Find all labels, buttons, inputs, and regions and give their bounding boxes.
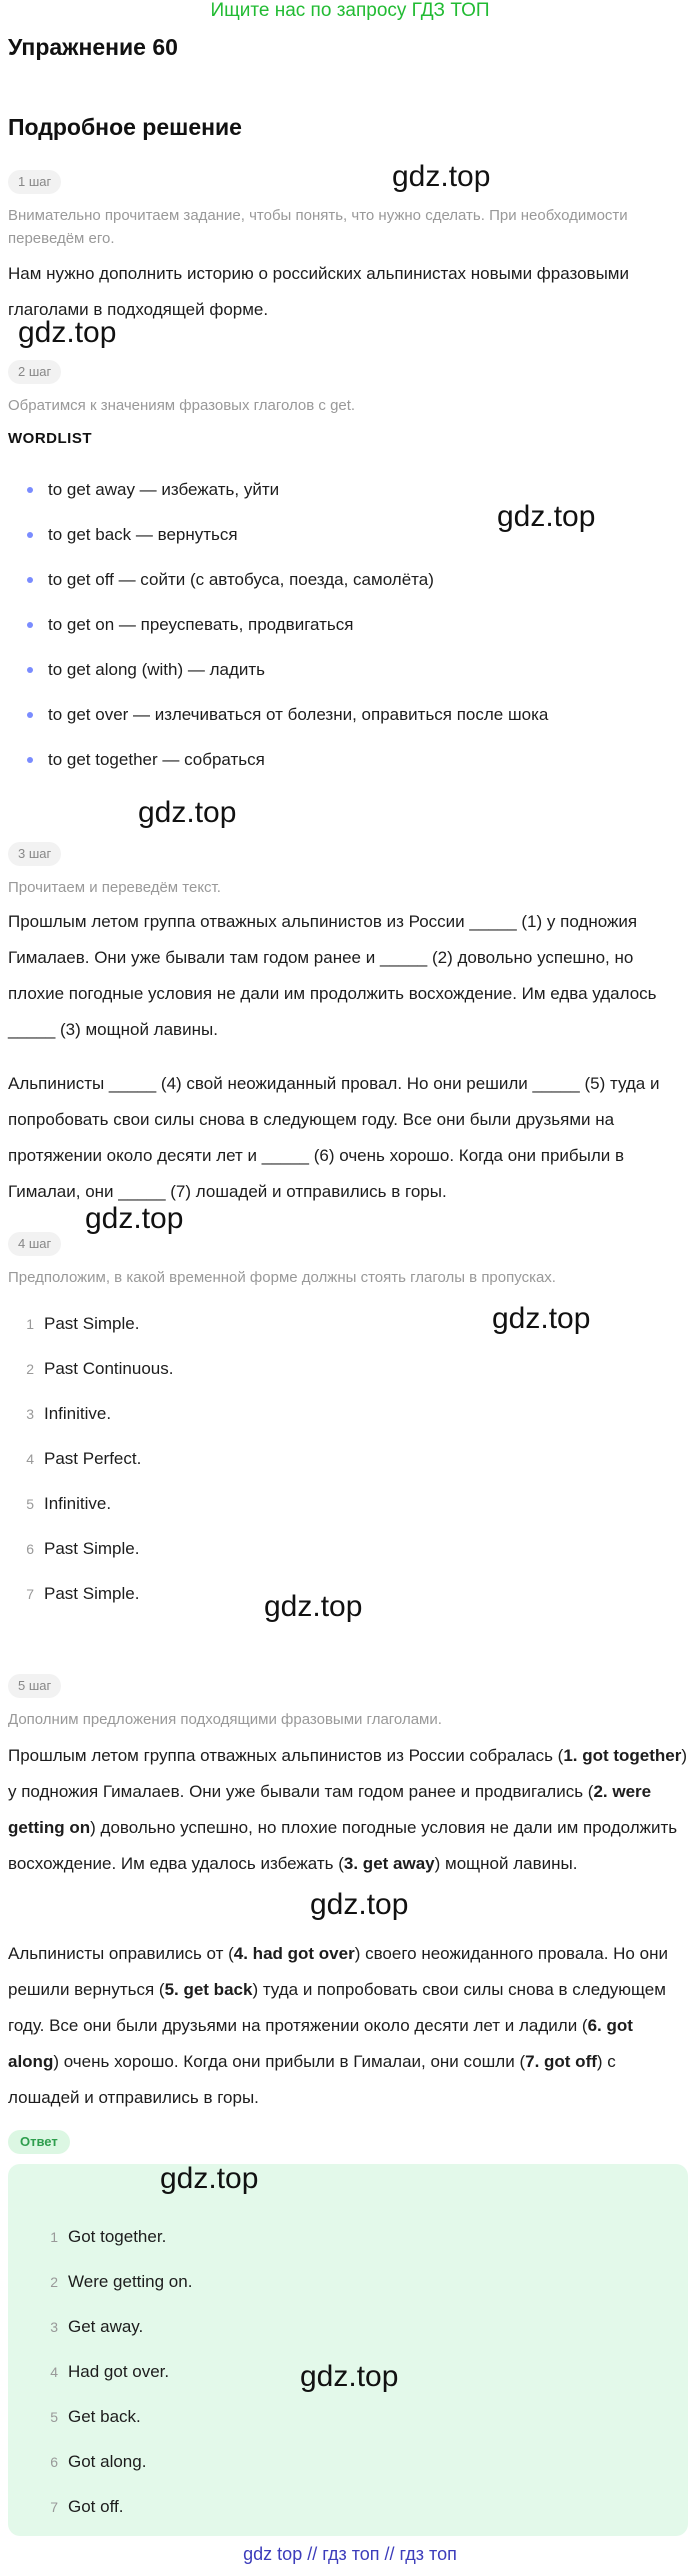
item-text: Past Perfect. (44, 1449, 142, 1468)
item-number: 4 (26, 1451, 34, 1467)
step-5-hint: Дополним предложения подходящими фразовыми глаголами. (8, 1711, 442, 1728)
wordlist-heading: WORDLIST (8, 430, 92, 447)
step-1-text: Нам нужно дополнить историю о российских альпинистах новыми фразовыми глаголами в подходящей форме. (8, 264, 629, 319)
item-text: Infinitive. (44, 1494, 112, 1513)
answer-text: Got along. (68, 2452, 147, 2471)
bullet-icon (27, 667, 33, 673)
page-title: Упражнение 60 (8, 34, 178, 60)
step-badge-3: 3 шаг (8, 842, 61, 866)
step-3-paragraph-2: Альпинисты _____ (4) свой неожиданный провал. Но они решили _____ (5) туда и попробовать свои силы снова в следующем году. Все они были друзьями на протяжении около десяти лет и _____ (6) очень хорошо. Когда они прибыли в Гималаи, они _____ (7) лошадей и отправились в горы. (8, 1074, 660, 1201)
text-run: Прошлым летом группа отважных альпинистов из России собралась ( (8, 1746, 564, 1765)
item-number: 5 (26, 1496, 34, 1512)
answer-badge: Ответ (8, 2130, 70, 2154)
item-number: 3 (26, 1406, 34, 1422)
wordlist-item-text: to get away — избежать, уйти (48, 480, 280, 499)
list-item (8, 2222, 700, 2267)
item-number: 5 (50, 2409, 58, 2425)
bullet-icon (27, 577, 33, 583)
wordlist-item-text: to get together — собраться (48, 750, 265, 769)
text-run: ) мощной лавины. (434, 1854, 578, 1873)
answer-text: Were getting on. (68, 2272, 193, 2291)
list-item (0, 1444, 700, 1489)
item-number: 1 (50, 2229, 58, 2245)
answer-text: Get away. (68, 2317, 144, 2336)
list-item (0, 1489, 700, 1534)
list-item (0, 700, 700, 745)
answer-highlight: 3. get away (343, 1854, 435, 1873)
list-item (8, 2312, 700, 2357)
answer-highlight: 6. got along (8, 2016, 633, 2071)
item-number: 1 (26, 1316, 34, 1332)
item-text: Past Simple. (44, 1539, 140, 1558)
list-item (0, 745, 700, 790)
item-number: 7 (50, 2499, 58, 2515)
wordlist-item-text: to get over — излечиваться от болезни, оправиться после шока (48, 705, 549, 724)
watermark: gdz.top (300, 2360, 399, 2393)
wordlist-item-text: to get off — сойти (с автобуса, поезда, самолёта) (48, 570, 434, 589)
watermark: gdz.top (85, 1202, 184, 1235)
text-run: ) с лошадей и отправились в горы. (8, 2052, 616, 2107)
text-run: Альпинисты оправились от ( (8, 1944, 234, 1963)
item-text: Past Continuous. (44, 1359, 174, 1378)
step-badge-4: 4 шаг (8, 1232, 61, 1256)
watermark: gdz.top (392, 160, 491, 193)
wordlist-item-text: to get back — вернуться (48, 525, 238, 544)
answer-highlight: 5. get back (164, 1980, 253, 1999)
tense-list (0, 1309, 700, 1624)
answer-highlight: 2. were getting on (8, 1782, 652, 1837)
list-item (8, 2492, 700, 2537)
watermark: gdz.top (160, 2162, 259, 2195)
step-badge-2: 2 шаг (8, 360, 61, 384)
text-run: ) очень хорошо. Когда они прибыли в Гималаи, они сошли ( (53, 2052, 526, 2071)
item-text: Past Simple. (44, 1314, 140, 1333)
step-4-hint: Предположим, в какой временной форме должны стоять глаголы в пропусках. (8, 1269, 556, 1286)
answer-box (8, 2164, 688, 2536)
footer-links[interactable]: gdz top // гдз топ // гдз топ (243, 2544, 457, 2564)
item-number: 6 (26, 1541, 34, 1557)
answer-highlight: 7. got off (525, 2052, 597, 2071)
item-text: Infinitive. (44, 1404, 112, 1423)
list-item (8, 2267, 700, 2312)
list-item (0, 655, 700, 700)
list-item (0, 1399, 700, 1444)
item-number: 4 (50, 2364, 58, 2380)
list-item (0, 565, 700, 610)
step-badge-1: 1 шаг (8, 170, 61, 194)
step-2-hint: Обратимся к значениям фразовых глаголов с get. (8, 397, 356, 414)
bullet-icon (27, 712, 33, 718)
answer-text: Get back. (68, 2407, 141, 2426)
step-3-paragraph-1: Прошлым летом группа отважных альпинистов из России _____ (1) у подножия Гималаев. Они уже бывали там годом ранее и _____ (2) довольно успешно, но плохие погодные условия не дали им продолжить восхождение. Им едва удалось _____ (3) мощной лавины. (8, 912, 657, 1039)
item-number: 2 (50, 2274, 58, 2290)
item-number: 7 (26, 1586, 34, 1602)
bullet-icon (27, 487, 33, 493)
bullet-icon (27, 532, 33, 538)
answer-highlight: 1. got together (563, 1746, 682, 1765)
text-run: ) у подножия Гималаев. Они уже бывали там годом ранее и продвигались ( (8, 1746, 688, 1801)
watermark: gdz.top (264, 1590, 363, 1623)
list-item (0, 1534, 700, 1579)
watermark: gdz.top (18, 316, 117, 349)
bullet-icon (27, 757, 33, 763)
search-banner: Ищите нас по запросу ГДЗ ТОП (210, 0, 490, 21)
watermark: gdz.top (492, 1302, 591, 1335)
step-badge-5: 5 шаг (8, 1674, 61, 1698)
step-5-paragraph-2 (8, 1936, 688, 2116)
list-item (0, 1354, 700, 1399)
answer-text: Had got over. (68, 2362, 170, 2381)
item-number: 6 (50, 2454, 58, 2470)
answer-highlight: 4. had got over (233, 1944, 355, 1963)
item-number: 3 (50, 2319, 58, 2335)
list-item (0, 1309, 700, 1354)
watermark: gdz.top (138, 796, 237, 829)
list-item (8, 2447, 700, 2492)
answer-text: Got off. (68, 2497, 124, 2516)
section-title: Подробное решение (8, 114, 242, 140)
step-3-hint: Прочитаем и переведём текст. (8, 879, 221, 896)
text-run: ) довольно успешно, но плохие погодные условия не дали им продолжить восхождение. Им едва удалось избежать ( (8, 1818, 678, 1873)
list-item (0, 610, 700, 655)
list-item (8, 2402, 700, 2447)
item-text: Past Simple. (44, 1584, 140, 1603)
wordlist-item-text: to get on — преуспевать, продвигаться (48, 615, 354, 634)
bullet-icon (27, 622, 33, 628)
watermark: gdz.top (310, 1888, 409, 1921)
text-run: ) своего неожиданного провала. Но они решили вернуться ( (8, 1944, 668, 1999)
wordlist-item-text: to get along (with) — ладить (48, 660, 266, 679)
step-5-paragraph-1 (8, 1738, 688, 1882)
answer-text: Got together. (68, 2227, 167, 2246)
step-1-hint: Внимательно прочитаем задание, чтобы понять, что нужно сделать. При необходимости переведём его. (8, 207, 628, 247)
text-run: ) туда и попробовать свои силы снова в следующем году. Все они были друзьями на протяжении около десяти лет и ладили ( (8, 1980, 666, 2035)
item-number: 2 (26, 1361, 34, 1377)
watermark: gdz.top (497, 500, 596, 533)
